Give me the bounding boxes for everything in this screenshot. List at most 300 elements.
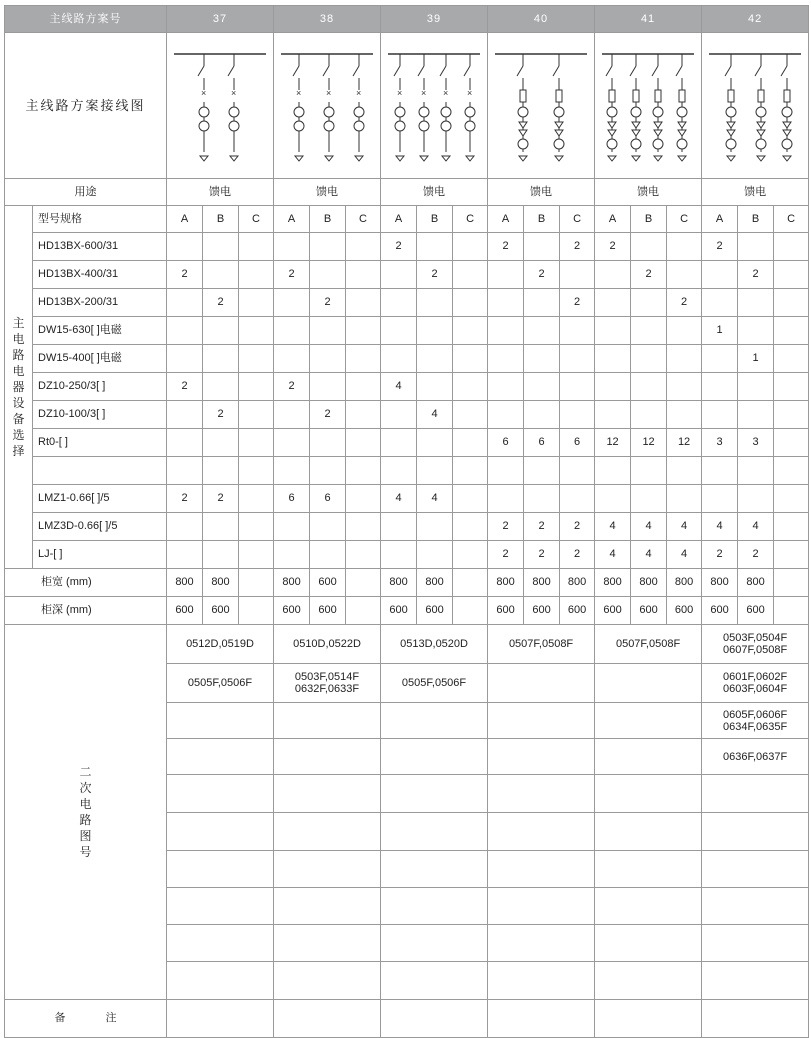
circuit-numbers bbox=[274, 925, 381, 962]
device-name: HD13BX-600/31 bbox=[33, 233, 167, 261]
device-qty bbox=[524, 373, 560, 401]
table-row bbox=[5, 1000, 809, 1038]
device-qty bbox=[203, 541, 239, 569]
diagram-label: 主线路方案接线图 bbox=[5, 33, 167, 179]
device-qty bbox=[203, 457, 239, 485]
circuit-number: 0507F,0508F bbox=[508, 638, 574, 650]
device-qty: 2 bbox=[274, 261, 310, 289]
device-qty bbox=[417, 457, 453, 485]
device-qty bbox=[381, 345, 417, 373]
table-row bbox=[5, 429, 809, 457]
device-qty: 4 bbox=[631, 513, 667, 541]
width-value: 800 bbox=[560, 569, 595, 597]
device-qty bbox=[310, 317, 346, 345]
wiring-diagram-svg bbox=[703, 46, 807, 166]
circuit-numbers bbox=[488, 962, 595, 1000]
device-qty bbox=[167, 317, 203, 345]
wiring-diagram-svg bbox=[382, 46, 486, 166]
device-qty bbox=[239, 289, 274, 317]
width-value bbox=[453, 569, 488, 597]
device-qty: 2 bbox=[488, 513, 524, 541]
circuit-numbers bbox=[167, 664, 274, 703]
device-qty bbox=[667, 345, 702, 373]
device-qty bbox=[167, 345, 203, 373]
device-qty bbox=[239, 317, 274, 345]
depth-value: 600 bbox=[203, 597, 239, 625]
circuit-numbers bbox=[702, 703, 809, 739]
device-qty: 6 bbox=[560, 429, 595, 457]
usage-value: 馈电 bbox=[381, 179, 488, 206]
device-qty: 2 bbox=[560, 513, 595, 541]
device-qty bbox=[381, 429, 417, 457]
device-qty: 1 bbox=[738, 345, 774, 373]
device-qty: 6 bbox=[310, 485, 346, 513]
device-qty bbox=[631, 289, 667, 317]
wiring-diagram bbox=[595, 33, 702, 179]
phase-header: A bbox=[488, 206, 524, 233]
device-qty bbox=[203, 373, 239, 401]
svg-text:×: × bbox=[201, 87, 207, 98]
remark-label bbox=[5, 1000, 167, 1038]
device-qty bbox=[595, 457, 631, 485]
phase-header: C bbox=[453, 206, 488, 233]
device-qty: 4 bbox=[595, 541, 631, 569]
remark-cell bbox=[595, 1000, 702, 1038]
circuit-number: 0634F,0635F bbox=[722, 720, 788, 733]
phase-header: A bbox=[595, 206, 631, 233]
phase-header: C bbox=[346, 206, 381, 233]
device-qty bbox=[560, 485, 595, 513]
device-qty bbox=[488, 345, 524, 373]
width-value: 800 bbox=[702, 569, 738, 597]
table-row bbox=[5, 401, 809, 429]
depth-value bbox=[239, 597, 274, 625]
phase-header: B bbox=[738, 206, 774, 233]
device-qty bbox=[310, 429, 346, 457]
circuit-number: 0505F,0506F bbox=[401, 677, 467, 689]
scheme-number: 37 bbox=[167, 6, 274, 33]
device-qty bbox=[239, 261, 274, 289]
device-qty bbox=[702, 345, 738, 373]
device-qty bbox=[631, 401, 667, 429]
usage-value: 馈电 bbox=[274, 179, 381, 206]
device-qty: 2 bbox=[738, 541, 774, 569]
device-qty bbox=[310, 457, 346, 485]
device-qty bbox=[560, 401, 595, 429]
device-qty bbox=[524, 457, 560, 485]
phase-header: C bbox=[239, 206, 274, 233]
device-qty bbox=[667, 401, 702, 429]
device-qty: 2 bbox=[417, 261, 453, 289]
device-qty bbox=[239, 429, 274, 457]
circuit-number: 0601F,0602F bbox=[722, 671, 788, 683]
device-qty bbox=[346, 261, 381, 289]
circuit-numbers bbox=[274, 888, 381, 925]
device-qty bbox=[738, 401, 774, 429]
device-qty bbox=[239, 541, 274, 569]
device-qty bbox=[524, 485, 560, 513]
device-qty bbox=[346, 401, 381, 429]
device-qty: 2 bbox=[702, 233, 738, 261]
width-value: 800 bbox=[167, 569, 203, 597]
depth-value: 600 bbox=[488, 597, 524, 625]
device-qty bbox=[488, 289, 524, 317]
svg-text:×: × bbox=[356, 87, 362, 98]
circuit-numbers bbox=[702, 925, 809, 962]
depth-value: 600 bbox=[310, 597, 346, 625]
phase-header: C bbox=[560, 206, 595, 233]
device-qty bbox=[560, 317, 595, 345]
device-qty bbox=[346, 513, 381, 541]
device-qty bbox=[595, 317, 631, 345]
device-qty: 2 bbox=[167, 261, 203, 289]
svg-text:×: × bbox=[296, 87, 302, 98]
depth-value bbox=[453, 597, 488, 625]
section-label-text: 主电路电器设备选择 bbox=[12, 316, 25, 458]
device-qty: 4 bbox=[667, 541, 702, 569]
circuit-numbers bbox=[702, 851, 809, 888]
device-qty: 2 bbox=[203, 485, 239, 513]
depth-value: 600 bbox=[417, 597, 453, 625]
device-qty bbox=[274, 289, 310, 317]
device-qty: 2 bbox=[274, 373, 310, 401]
device-qty bbox=[167, 233, 203, 261]
circuit-numbers bbox=[167, 703, 274, 739]
device-name: DZ10-250/3[ ] bbox=[33, 373, 167, 401]
table-row bbox=[5, 317, 809, 345]
device-name: DW15-630[ ]电磁 bbox=[33, 317, 167, 345]
circuit-numbers bbox=[595, 703, 702, 739]
circuit-numbers bbox=[488, 925, 595, 962]
usage-value: 馈电 bbox=[167, 179, 274, 206]
device-qty: 2 bbox=[310, 401, 346, 429]
table-row bbox=[5, 233, 809, 261]
depth-value: 600 bbox=[667, 597, 702, 625]
remark-cell bbox=[488, 1000, 595, 1038]
depth-value bbox=[346, 597, 381, 625]
device-qty bbox=[346, 485, 381, 513]
table-row bbox=[5, 289, 809, 317]
svg-text:×: × bbox=[443, 87, 449, 98]
device-qty bbox=[560, 261, 595, 289]
device-qty bbox=[702, 289, 738, 317]
device-qty bbox=[453, 345, 488, 373]
device-qty bbox=[702, 261, 738, 289]
circuit-numbers bbox=[167, 962, 274, 1000]
device-qty bbox=[453, 429, 488, 457]
device-qty: 2 bbox=[524, 541, 560, 569]
width-value bbox=[239, 569, 274, 597]
device-qty bbox=[488, 317, 524, 345]
device-qty bbox=[239, 233, 274, 261]
circuit-numbers bbox=[488, 703, 595, 739]
circuit-numbers bbox=[381, 962, 488, 1000]
table-row bbox=[5, 261, 809, 289]
device-qty bbox=[417, 541, 453, 569]
device-qty bbox=[167, 429, 203, 457]
width-value: 800 bbox=[274, 569, 310, 597]
circuit-number: 0607F,0508F bbox=[722, 644, 788, 656]
device-qty bbox=[524, 345, 560, 373]
device-qty bbox=[381, 457, 417, 485]
device-qty bbox=[346, 429, 381, 457]
device-qty bbox=[774, 345, 809, 373]
scheme-number: 42 bbox=[702, 6, 809, 33]
phase-header: B bbox=[631, 206, 667, 233]
table-row bbox=[5, 457, 809, 485]
device-qty bbox=[203, 345, 239, 373]
device-qty: 6 bbox=[488, 429, 524, 457]
circuit-numbers bbox=[595, 925, 702, 962]
device-qty bbox=[631, 345, 667, 373]
device-qty: 2 bbox=[167, 485, 203, 513]
device-qty bbox=[453, 513, 488, 541]
circuit-numbers bbox=[702, 962, 809, 1000]
device-qty: 2 bbox=[167, 373, 203, 401]
device-qty bbox=[381, 289, 417, 317]
device-qty bbox=[203, 261, 239, 289]
device-qty bbox=[203, 317, 239, 345]
circuit-numbers bbox=[381, 703, 488, 739]
scheme-number: 40 bbox=[488, 6, 595, 33]
table-row bbox=[5, 179, 809, 206]
circuit-number: 0636F,0637F bbox=[722, 750, 788, 763]
device-name: HD13BX-200/31 bbox=[33, 289, 167, 317]
circuit-numbers bbox=[595, 739, 702, 775]
circuit-number: 0513D,0520D bbox=[400, 638, 468, 650]
circuit-numbers bbox=[167, 625, 274, 664]
depth-value: 600 bbox=[702, 597, 738, 625]
device-qty: 2 bbox=[667, 289, 702, 317]
circuit-numbers bbox=[274, 775, 381, 813]
device-qty: 2 bbox=[524, 513, 560, 541]
device-qty bbox=[310, 233, 346, 261]
device-qty bbox=[667, 317, 702, 345]
device-qty bbox=[631, 373, 667, 401]
device-qty bbox=[310, 345, 346, 373]
device-qty bbox=[488, 261, 524, 289]
secondary-label bbox=[5, 625, 167, 1000]
device-qty bbox=[774, 485, 809, 513]
device-qty: 2 bbox=[560, 233, 595, 261]
depth-value: 600 bbox=[167, 597, 203, 625]
device-qty: 4 bbox=[667, 513, 702, 541]
device-qty bbox=[774, 233, 809, 261]
usage-label: 用途 bbox=[5, 179, 167, 206]
depth-value: 600 bbox=[560, 597, 595, 625]
device-qty bbox=[702, 373, 738, 401]
width-value: 600 bbox=[310, 569, 346, 597]
device-qty: 2 bbox=[203, 289, 239, 317]
circuit-numbers bbox=[381, 925, 488, 962]
device-qty bbox=[417, 289, 453, 317]
width-value: 800 bbox=[488, 569, 524, 597]
device-qty bbox=[453, 457, 488, 485]
device-qty bbox=[417, 373, 453, 401]
device-qty bbox=[239, 345, 274, 373]
device-qty bbox=[595, 485, 631, 513]
table-row bbox=[5, 485, 809, 513]
table-row bbox=[5, 373, 809, 401]
table-row bbox=[5, 6, 809, 33]
device-qty bbox=[702, 401, 738, 429]
device-qty bbox=[738, 317, 774, 345]
device-qty bbox=[488, 373, 524, 401]
device-qty bbox=[203, 513, 239, 541]
circuit-numbers bbox=[595, 962, 702, 1000]
width-value: 800 bbox=[738, 569, 774, 597]
wiring-diagram-svg bbox=[596, 46, 700, 166]
device-qty: 4 bbox=[738, 513, 774, 541]
device-qty bbox=[667, 373, 702, 401]
circuit-numbers bbox=[167, 851, 274, 888]
device-qty: 4 bbox=[381, 485, 417, 513]
circuit-numbers bbox=[274, 664, 381, 703]
device-qty bbox=[417, 317, 453, 345]
device-qty bbox=[310, 261, 346, 289]
device-qty bbox=[274, 457, 310, 485]
device-qty bbox=[167, 401, 203, 429]
width-value: 800 bbox=[203, 569, 239, 597]
device-qty bbox=[453, 317, 488, 345]
device-qty: 2 bbox=[738, 261, 774, 289]
depth-value bbox=[774, 597, 809, 625]
device-qty bbox=[453, 401, 488, 429]
secondary-label-text: 二次电路图号 bbox=[79, 765, 92, 859]
device-qty: 4 bbox=[417, 401, 453, 429]
width-value bbox=[346, 569, 381, 597]
circuit-number: 0632F,0633F bbox=[294, 683, 360, 695]
device-qty bbox=[274, 541, 310, 569]
phase-header: A bbox=[702, 206, 738, 233]
circuit-numbers bbox=[381, 888, 488, 925]
device-qty bbox=[738, 233, 774, 261]
circuit-number: 0505F,0506F bbox=[187, 677, 253, 689]
device-qty: 6 bbox=[524, 429, 560, 457]
device-qty bbox=[667, 261, 702, 289]
circuit-numbers bbox=[488, 625, 595, 664]
circuit-numbers bbox=[595, 813, 702, 851]
circuit-numbers bbox=[488, 739, 595, 775]
circuit-numbers bbox=[702, 625, 809, 664]
device-qty bbox=[346, 289, 381, 317]
circuit-numbers bbox=[595, 625, 702, 664]
phase-header: A bbox=[167, 206, 203, 233]
scheme-number-label: 主线路方案号 bbox=[5, 6, 167, 33]
device-name: DW15-400[ ]电磁 bbox=[33, 345, 167, 373]
device-name: LMZ1-0.66[ ]/5 bbox=[33, 485, 167, 513]
device-qty bbox=[346, 457, 381, 485]
circuit-numbers bbox=[167, 775, 274, 813]
device-qty: 2 bbox=[595, 233, 631, 261]
device-qty: 4 bbox=[631, 541, 667, 569]
device-qty bbox=[738, 289, 774, 317]
circuit-number: 0507F,0508F bbox=[615, 638, 681, 650]
device-qty bbox=[381, 317, 417, 345]
device-qty bbox=[631, 317, 667, 345]
device-qty bbox=[774, 261, 809, 289]
scheme-number: 38 bbox=[274, 6, 381, 33]
device-qty bbox=[453, 289, 488, 317]
device-qty bbox=[381, 401, 417, 429]
device-qty bbox=[417, 345, 453, 373]
width-value bbox=[774, 569, 809, 597]
device-qty bbox=[381, 513, 417, 541]
device-qty bbox=[560, 345, 595, 373]
phase-header: B bbox=[310, 206, 346, 233]
device-qty: 2 bbox=[310, 289, 346, 317]
device-qty bbox=[524, 401, 560, 429]
circuit-numbers bbox=[274, 813, 381, 851]
circuit-numbers bbox=[381, 775, 488, 813]
circuit-numbers bbox=[595, 775, 702, 813]
device-qty bbox=[346, 373, 381, 401]
device-qty bbox=[274, 429, 310, 457]
circuit-numbers bbox=[702, 739, 809, 775]
device-qty bbox=[524, 317, 560, 345]
device-qty bbox=[453, 233, 488, 261]
phase-header: A bbox=[381, 206, 417, 233]
device-qty: 6 bbox=[274, 485, 310, 513]
circuit-numbers bbox=[381, 739, 488, 775]
width-value: 800 bbox=[595, 569, 631, 597]
table-row bbox=[5, 597, 809, 625]
width-value: 800 bbox=[381, 569, 417, 597]
remark-cell bbox=[274, 1000, 381, 1038]
depth-label: 柜深 (mm) bbox=[5, 597, 167, 625]
device-qty bbox=[417, 513, 453, 541]
device-qty bbox=[274, 513, 310, 541]
wiring-diagram-svg bbox=[489, 46, 593, 166]
device-name: LMZ3D-0.66[ ]/5 bbox=[33, 513, 167, 541]
circuit-numbers bbox=[702, 813, 809, 851]
device-qty bbox=[203, 429, 239, 457]
device-qty bbox=[667, 485, 702, 513]
width-value: 800 bbox=[417, 569, 453, 597]
circuit-number: 0605F,0606F bbox=[722, 708, 788, 721]
wiring-diagram bbox=[488, 33, 595, 179]
circuit-numbers bbox=[595, 888, 702, 925]
circuit-numbers bbox=[381, 664, 488, 703]
device-qty bbox=[774, 457, 809, 485]
device-qty bbox=[167, 289, 203, 317]
device-qty: 2 bbox=[381, 233, 417, 261]
svg-text:×: × bbox=[231, 87, 237, 98]
device-name bbox=[33, 457, 167, 485]
device-qty bbox=[453, 541, 488, 569]
depth-value: 600 bbox=[524, 597, 560, 625]
device-name: DZ10-100/3[ ] bbox=[33, 401, 167, 429]
circuit-number: 0512D,0519D bbox=[186, 638, 254, 650]
device-qty: 2 bbox=[631, 261, 667, 289]
device-qty: 3 bbox=[738, 429, 774, 457]
scheme-number: 39 bbox=[381, 6, 488, 33]
device-qty bbox=[346, 345, 381, 373]
device-qty bbox=[560, 373, 595, 401]
device-name: HD13BX-400/31 bbox=[33, 261, 167, 289]
device-qty bbox=[738, 373, 774, 401]
device-qty bbox=[774, 289, 809, 317]
device-qty bbox=[310, 373, 346, 401]
device-qty bbox=[667, 233, 702, 261]
phase-header: B bbox=[203, 206, 239, 233]
table-row bbox=[5, 33, 809, 179]
device-qty: 12 bbox=[667, 429, 702, 457]
circuit-numbers bbox=[274, 739, 381, 775]
remark-cell bbox=[702, 1000, 809, 1038]
device-qty bbox=[738, 485, 774, 513]
wiring-diagram bbox=[167, 33, 274, 179]
